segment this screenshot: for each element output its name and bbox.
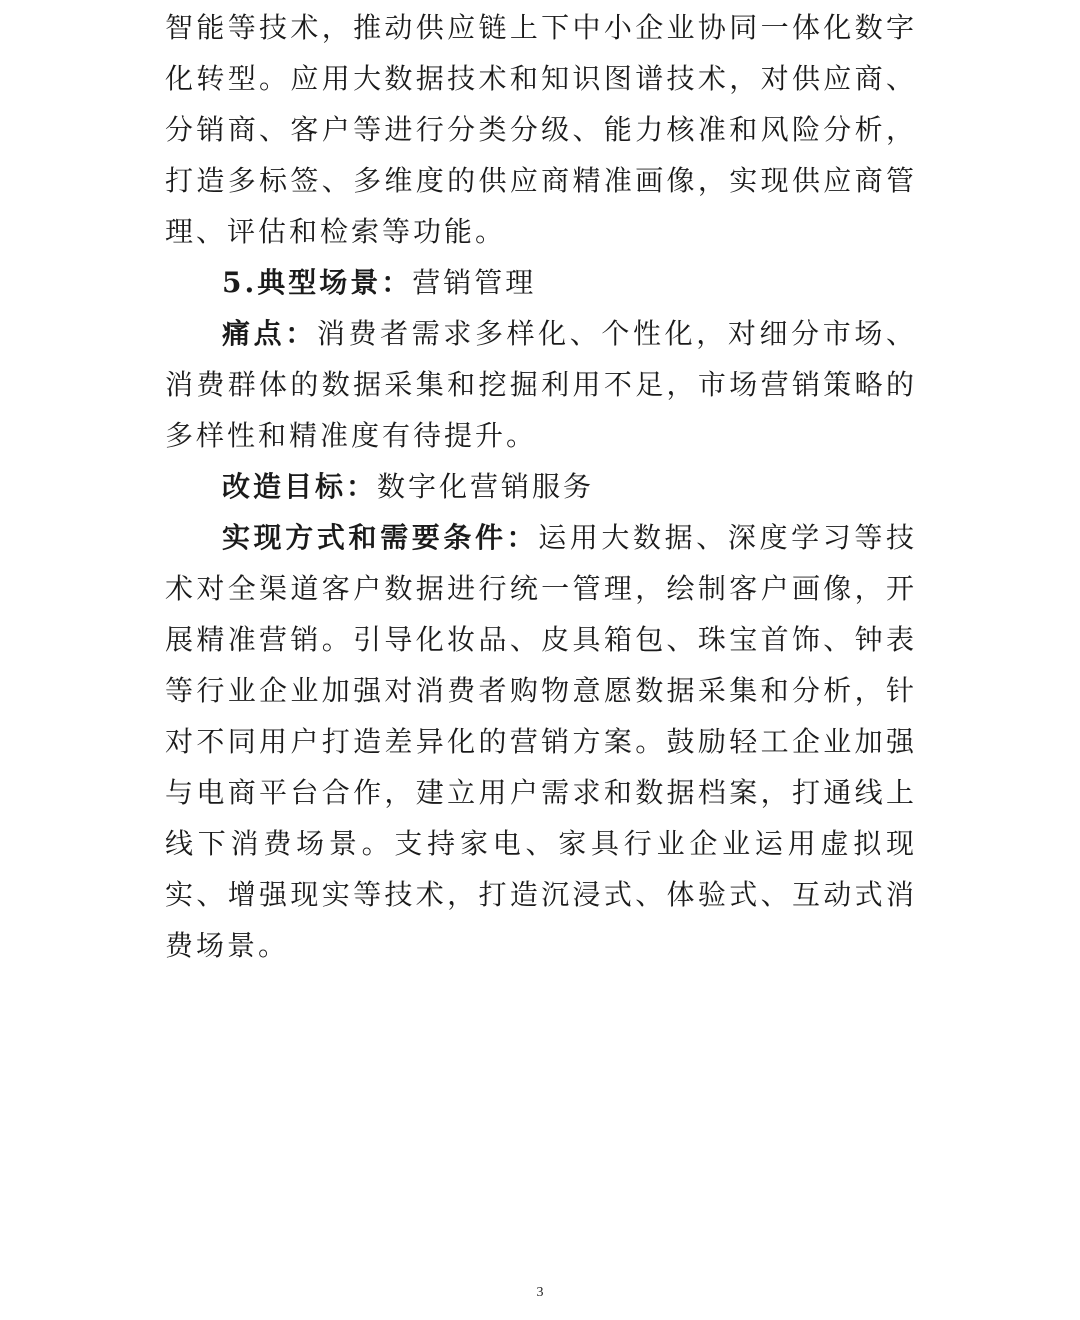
goal-text: 数字化营销服务 (377, 470, 595, 503)
method-text: 运用大数据、深度学习等技术对全渠道客户数据进行统一管理，绘制客户画像，开展精准营销。引导化妆品、皮具箱包、珠宝首饰、钟表等行业企业加强对消费者购物意愿数据采集和分析，针对不同用户打造差异化的营销方案。鼓励轻工企业加强与电商平台合作，建立用户需求和数据档案，打通线上线下消费场景。支持家电、家具行业企业运用虚拟现实、增强现实等技术，打造沉浸式、体验式、互动式消费场景。 (165, 521, 917, 962)
scenario-heading (165, 257, 917, 308)
goal-lead: 改造目标： (222, 470, 378, 503)
document-body (165, 2, 917, 971)
pain-point-lead: 痛点： (222, 317, 317, 350)
page-number: 3 (536, 1285, 544, 1300)
method-paragraph (165, 512, 917, 971)
scenario-heading-lead: 5.典型场景： (222, 266, 413, 299)
goal-paragraph (165, 461, 917, 512)
method-lead: 实现方式和需要条件： (222, 521, 539, 554)
pain-point-text: 消费者需求多样化、个性化，对细分市场、消费群体的数据采集和挖掘利用不足，市场营销策略的多样性和精准度有待提升。 (165, 317, 917, 452)
intro-continuation-paragraph: 智能等技术，推动供应链上下中小企业协同一体化数字化转型。应用大数据技术和知识图谱技术，对供应商、分销商、客户等进行分类分级、能力核准和风险分析，打造多标签、多维度的供应商精准画像，实现供应商管理、评估和检索等功能。 (165, 11, 917, 248)
scenario-heading-text: 营销管理 (412, 266, 537, 299)
pain-point-paragraph (165, 308, 917, 461)
